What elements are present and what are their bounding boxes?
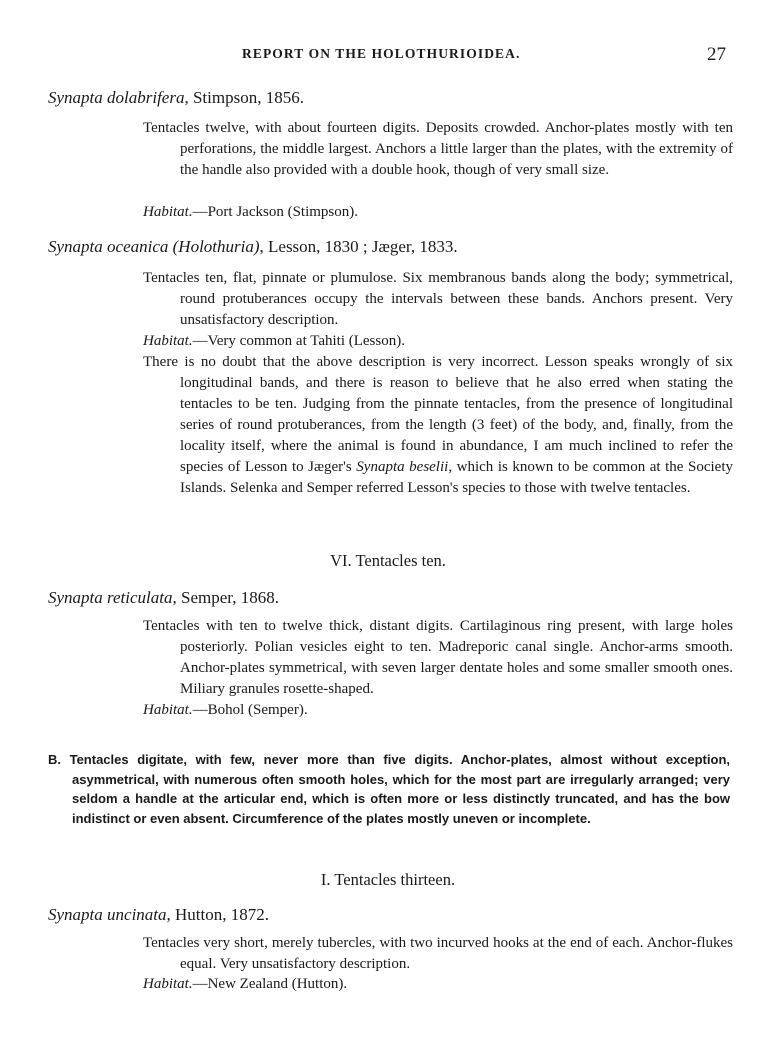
running-title: REPORT ON THE HOLOTHURIOIDEA. [242,46,521,61]
habitat-label: Habitat. [143,702,193,718]
section-heading: VI. Tentacles ten. [330,551,446,570]
page-number: 27 [707,44,726,65]
species-heading [48,905,269,925]
species-heading [48,88,304,108]
species-name: Synapta reticulata [48,588,173,607]
species-heading [48,588,279,608]
species-author: , Stimpson, 1856. [184,88,304,107]
habitat-text: —New Zealand (Hutton). [192,976,348,992]
section-heading: I. Tentacles thirteen. [320,870,456,889]
note-species-name: Synapta beselii [356,459,449,475]
running-head [0,44,776,68]
habitat-text: —Port Jackson (Stimpson). [192,204,359,220]
species-note [143,352,733,499]
species-name: Synapta uncinata [48,905,167,924]
species-description: Tentacles ten, flat, pinnate or plumulose. Six membranous bands along the body; symmetrical, round protuberances occupy the intervals between these bands. Anchors present. Very unsatisfactory description. [143,270,733,328]
habitat-text: —Bohol (Semper). [192,702,308,718]
species-author: , Hutton, 1872. [166,905,269,924]
habitat-label: Habitat. [143,976,193,992]
habitat-line [143,331,405,352]
species-description: Tentacles very short, merely tubercles, with two incurved hooks at the end of each. Anchor-flukes equal. Very unsatisfactory description. [143,935,733,972]
species-description: Tentacles with ten to twelve thick, distant digits. Cartilaginous ring present, with large holes posteriorly. Polian vesicles eight to ten. Madreporic canal single. Anchor-arms smooth. Anchor-plates symmetrical, with seven larger dentate holes and some smaller smooth ones. Miliary granules rosette-shaped. [143,618,733,697]
note-text: There is no doubt that the above description is very incorrect. Lesson speaks wrongly of six longitudinal bands, and there is reason to believe that he also erred when stating the tentacles to be ten. Judging from the pinnate tentacles, from the presence of longitudinal series of round protuberances, from the length (3 feet) of the body, and, finally, from the locality itself, where the animal is found in abundance, I am much inclined to refer the species of Lesson to Jæger's [143,354,733,475]
habitat-label: Habitat. [143,204,193,220]
habitat-text: —Very common at Tahiti (Lesson). [192,333,405,349]
species-name: Synapta oceanica (Holothuria) [48,237,260,256]
species-author: , Lesson, 1830 ; Jæger, 1833. [259,237,458,256]
species-name: Synapta dolabrifera [48,88,185,107]
species-description: Tentacles twelve, with about fourteen digits. Deposits crowded. Anchor-plates mostly with ten perforations, the middle largest. Anchors a little larger than the plates, with the extremity of the handle also provided with a double hook, though of very small size. [143,120,733,178]
habitat-line [143,700,308,721]
habitat-line [143,974,347,995]
key-paragraph: B. Tentacles digitate, with few, never more than five digits. Anchor-plates, almost without exception, asymmetrical, with numerous often smooth holes, which for the most part are irregularly arranged; very seldom a handle at the articular end, which is often more or less distinctly truncated, and has the bow indistinct or even absent. Circumference of the plates mostly uneven or incomplete. [48,752,730,826]
habitat-label: Habitat. [143,333,193,349]
habitat-line [143,202,358,223]
species-author: , Semper, 1868. [172,588,279,607]
species-heading [48,237,458,257]
note-text-end: , which is known to be common at the Society Islands. Selenka and Semper referred Lesson's species to those with twelve tentacles. [180,459,734,496]
